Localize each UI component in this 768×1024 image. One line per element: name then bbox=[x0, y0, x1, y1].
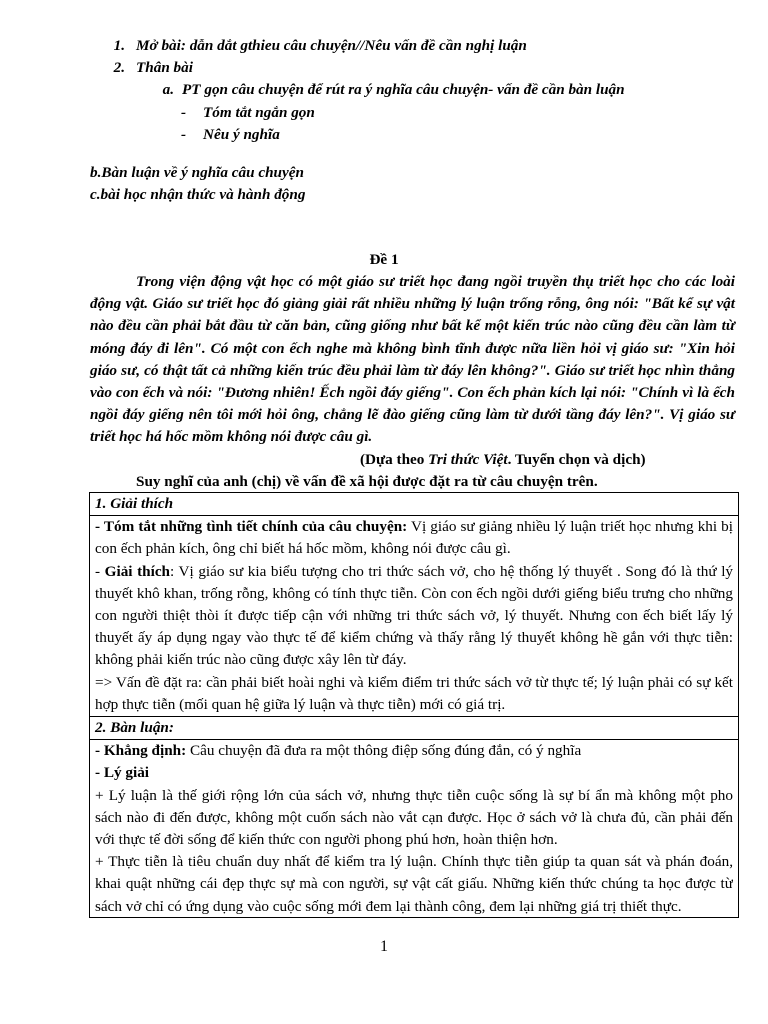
discussion-content bbox=[95, 740, 733, 917]
outline-subitem-c: c.bài học nhận thức và hành động bbox=[90, 186, 306, 204]
section-header-discussion: 2. Bàn luận: bbox=[90, 717, 739, 740]
explanation-label: Giải thích bbox=[104, 562, 171, 580]
source-prefix: (Dựa theo bbox=[360, 451, 429, 468]
story-source bbox=[360, 449, 646, 471]
section-header-explain: 1. Giải thích bbox=[90, 493, 739, 516]
bullet-text: Nêu ý nghĩa bbox=[203, 125, 280, 143]
table-row bbox=[90, 740, 739, 918]
explanation-dash: - bbox=[95, 562, 105, 580]
affirm-paragraph bbox=[95, 740, 733, 762]
bullet-dash: - bbox=[181, 103, 187, 121]
outline-letter: a. bbox=[162, 81, 174, 99]
theory-paragraph: + Lý luận là thế giới rộng lớn của sách vở, nhưng thực tiễn cuộc sống là sự bí ẩn mà không một pho sách nào đi đến được, không một cuốn sách nào vắt cạn được. Học ở sách vở là chưa đủ, cần phải đến với thực tế đời sống để kiến thức con người phong phú hơn, hoàn thiện hơn. bbox=[95, 786, 733, 849]
outline-number: 1. bbox=[113, 37, 125, 54]
section-body-explain bbox=[90, 516, 739, 717]
affirm-label: - Khẳng định: bbox=[95, 742, 187, 760]
story-paragraph: Trong viện động vật học có một giáo sư triết học đang ngồi truyền thụ triết học cho các loài động vật. Giáo sư triết học đó giảng giải rất nhiều những lý luận trống rỗng, ông nói: "Bất kể sự vật nào đều cần phải bắt đầu từ căn bản, cũng giống như bất kể một kiến trúc nào cũng đều cần làm từ móng đáy đi lên". Có một con ếch nghe mà không bình tĩnh được nữa liền hỏi vị giáo sư: "Xin hỏi giáo sư, có thật tất cả những kiến trúc đều phải làm từ đáy lên không?". Giáo sư triết học nhìn thẳng vào con ếch và nói: "Đương nhiên! Ếch ngồi đáy giếng". Con ếch phản kích lại nói: "Chính vì là ếch ngồi đáy giếng nên tôi mới hỏi ông, chẳng lẽ đào giếng cũng làm từ dưới tầng đáy lên?". Vị giáo sư triết học há hốc mồm không nói được câu gì. bbox=[90, 273, 735, 446]
outline-number: 2. bbox=[113, 59, 125, 77]
section-body-discussion bbox=[90, 740, 739, 918]
practice-paragraph: + Thực tiễn là tiêu chuẩn duy nhất để kiểm tra lý luận. Chính thực tiễn giúp ta quan sát và phán đoán, khai quật những cái đẹp thực sự mà con người, sự vật cất giấu. Những kiến thức chúng ta học được từ sách vở chỉ có ứng dụng vào cuộc sống mới đem lại thành công, đem lại những giá trị thiết thực. bbox=[95, 853, 733, 915]
explanation-paragraph bbox=[95, 561, 733, 672]
reasoning-label: - Lý giải bbox=[95, 764, 150, 782]
answer-table bbox=[89, 492, 739, 918]
page-number: 1 bbox=[380, 938, 388, 955]
conclusion-paragraph: => Vấn đề đặt ra: cần phải biết hoài nghi và kiểm điểm tri thức sách vở từ thực tế; lý luận phải có sự kết hợp thực tiễn (mối quan hệ giữa lý luận và thực tiễn) mới có giá trị. bbox=[95, 673, 733, 713]
exercise-question: Suy nghĩ của anh (chị) về vấn đề xã hội được đặt ra từ câu chuyện trên. bbox=[136, 473, 598, 490]
summary-label: - Tóm tắt những tình tiết chính của câu chuyện: bbox=[95, 518, 408, 536]
summary-text: Vị giáo sư giảng nhiều lý luận triết học nhưng khi bị con ếch phản kích, ông chỉ biết há hốc mồm, không nói được câu gì. bbox=[95, 518, 733, 558]
table-row bbox=[90, 717, 739, 740]
outline-text: Thân bài bbox=[136, 59, 193, 77]
affirm-text: Câu chuyện đã đưa ra một thông điệp sống đúng đắn, có ý nghĩa bbox=[186, 742, 582, 760]
table-row bbox=[90, 493, 739, 516]
summary-paragraph bbox=[95, 516, 733, 560]
table-row bbox=[90, 516, 739, 717]
outline-subitem-b: b.Bàn luận về ý nghĩa câu chuyện bbox=[90, 164, 304, 181]
source-suffix: . Tuyển chọn và dịch) bbox=[507, 451, 646, 468]
exercise-title: Đề 1 bbox=[369, 251, 399, 268]
outline-text: Mở bài: dẫn dắt gthieu câu chuyện//Nêu vấn đề cần nghị luận bbox=[136, 37, 527, 54]
source-title: Tri thức Việt bbox=[428, 451, 508, 468]
outline-subsections bbox=[90, 162, 305, 206]
bullet-dash: - bbox=[181, 125, 187, 143]
explanation-text: : Vị giáo sư kia biểu tượng cho tri thức sách vở, cho hệ thống lý thuyết . Song đó là thứ lý thuyết khô khan, trống rỗng, không có tính thực tiễn. Còn con ếch ngồi dưới giếng biểu trưng cho những con người thiệt thòi ít được tiếp cận với những tri thức sách vở, lý thuyết. Nhưng con ếch biết lấy lý thuyết ấy áp dụng ngay vào thực tế để kiểm chứng và thấy rằng lý thuyết không hề gắn với thực tiễn: không phải kiến trúc nào cũng được xây lên từ đáy. bbox=[95, 562, 734, 669]
outline-text: PT gọn câu chuyện để rút ra ý nghĩa câu chuyện- vấn đề cần bàn luận bbox=[182, 81, 625, 99]
bullet-text: Tóm tắt ngắn gọn bbox=[203, 103, 315, 121]
